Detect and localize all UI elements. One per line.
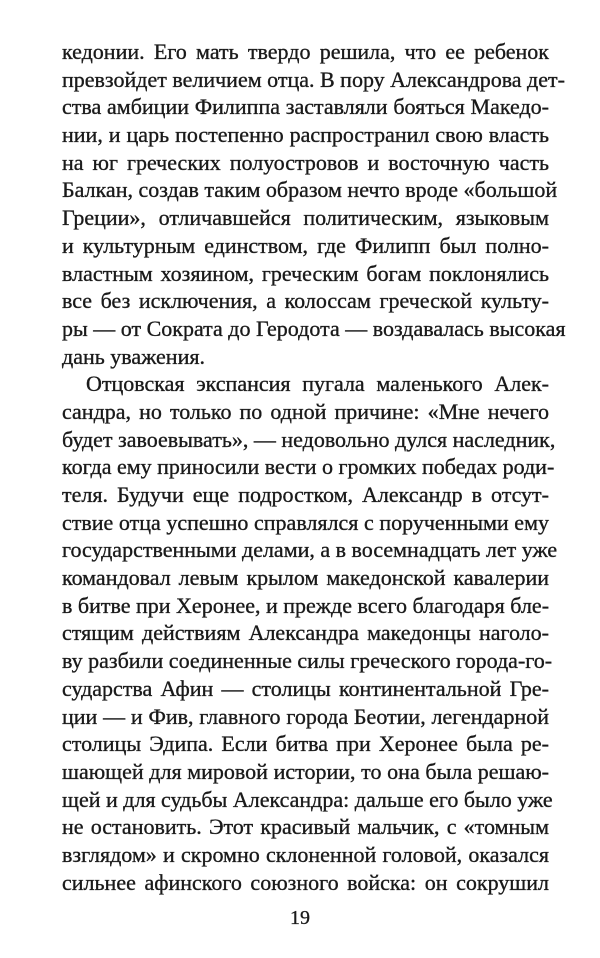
paragraph [62,38,566,370]
text-line: нии, и царь постепенно распространил свою власть [62,122,549,148]
text-line: сильнее афинского союзного войска: он сокрушил [62,869,549,895]
page-body-text [62,38,566,896]
text-line: все без исключения, а колоссам греческой культу- [62,288,549,314]
text-line: не остановить. Этот красивый мальчик, с «томным [62,814,549,840]
text-line: будет завоевывать», — недовольно дулся наследник, [62,426,556,452]
text-line: государственными делами, а в восемнадцать лет уже [62,537,558,563]
text-line: ры — от Сократа до Геродота — воздавалась высокая [62,315,566,341]
text-line: когда ему приносили вести о громких победах роди- [62,454,555,480]
text-line: Греции», отличавшейся политическим, языковым [62,205,549,231]
text-line: щей и для судьбы Александра: дальше его было уже [62,786,553,812]
text-line: дань уважения. [62,343,205,369]
text-line: Балкан, создав таким образом нечто вроде «большой [62,177,558,203]
text-line: кедонии. Его мать твердо решила, что ее ребенок [62,39,549,64]
text-line: стящим действиям Александра македонцы наголо- [62,620,549,646]
text-line: сандра, но только по одной причине: «Мне нечего [62,398,549,424]
text-line: в битве при Херонее, и прежде всего благодаря бле- [62,592,550,618]
text-line: взглядом» и скромно склоненной головой, оказался [62,841,549,867]
text-line: на юг греческих полуостровов и восточную часть [62,149,549,175]
text-line: властным хозяином, греческим богам поклонялись [62,260,549,286]
text-line: ства амбиции Филиппа заставляли бояться Македо- [62,94,549,120]
text-line: и культурным единством, где Филипп был полно- [62,232,549,258]
text-line: сударства Афин — столицы континентальной Гре- [62,675,549,701]
text-line: столицы Эдипа. Если битва при Херонее была ре- [62,731,549,757]
text-line: шающей для мировой истории, то она была решаю- [62,758,549,784]
paragraph [62,370,558,896]
text-line: ствие отца успешно справлялся с порученными ему [62,509,549,535]
text-line: ву разбили соединенные силы греческого города-го- [62,648,553,674]
text-line: Отцовская экспансия пугала маленького Алек- [86,371,549,397]
text-line: превзойдет величием отца. В пору Александрова дет- [62,66,565,92]
text-line: командовал левым крылом македонской кавалерии [62,565,549,591]
text-line: ции — и Фив, главного города Беотии, легендарной [62,703,549,729]
page-number: 19 [290,907,310,929]
text-line: теля. Будучи еще подростком, Александр в отсут- [62,482,549,507]
